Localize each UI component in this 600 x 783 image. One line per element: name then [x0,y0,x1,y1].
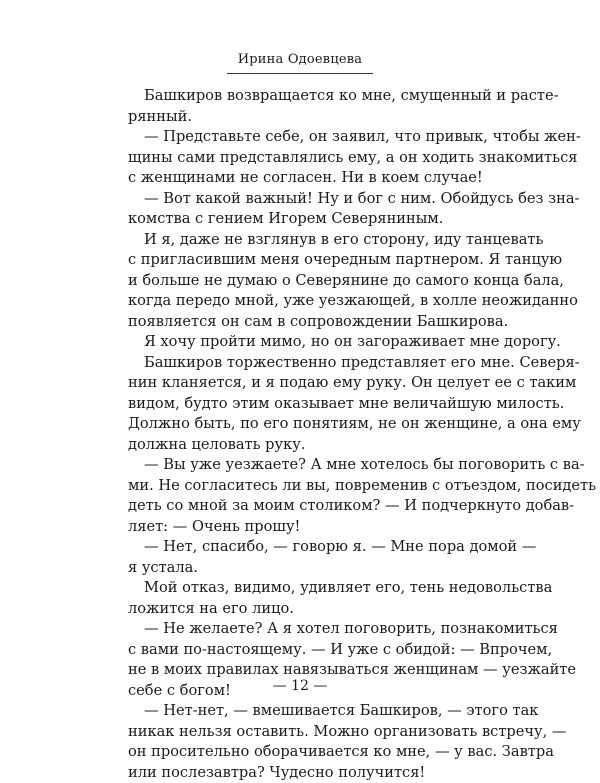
text-line: — Нет, спасибо, — говорю я. — Мне пора домой — [128,537,479,558]
text-line: он просительно оборачивается ко мне, — у вас. Завтра [128,742,479,763]
text-line: рянный. [128,107,479,128]
text-line: и больше не думаю о Северянине до самого конца бала, [128,271,479,292]
header-rule [227,73,373,74]
text-line: Башкиров торжественно представляет его мне. Северя- [128,353,479,374]
text-line: деть со мной за моим столиком? — И подчеркнуто добав- [128,496,479,517]
text-line: себе с богом! [128,681,479,702]
text-line: появляется он сам в сопровождении Башкирова. [128,312,479,333]
text-line: Мой отказ, видимо, удивляет его, тень недовольства [128,578,479,599]
text-line: я устала. [128,558,479,579]
text-line: Должно быть, по его понятиям, не он женщине, а она ему [128,414,479,435]
text-line: — Вот какой важный! Ну и бог с ним. Обойдусь без зна- [128,189,479,210]
text-line: ми. Не согласитесь ли вы, повременив с отъездом, посидеть [128,476,479,497]
text-line: с женщинами не согласен. Ни в коем случае! [128,168,479,189]
text-line: должна целовать руку. [128,435,479,456]
page-number: — 12 — [0,678,600,694]
text-line: когда передо мной, уже уезжающей, в холле неожиданно [128,291,479,312]
text-line: И я, даже не взглянув в его сторону, иду танцевать [128,230,479,251]
text-line: — Не желаете? А я хотел поговорить, познакомиться [128,619,479,640]
text-line: никак нельзя оставить. Можно организовать встречу, — [128,722,479,743]
text-line: — Вы уже уезжаете? А мне хотелось бы поговорить с ва- [128,455,479,476]
text-line: ляет: — Очень прошу! [128,517,479,538]
text-line: видом, будто этим оказывает мне величайшую милость. [128,394,479,415]
text-line: — Представьте себе, он заявил, что привык, чтобы жен- [128,127,479,148]
text-line: Башкиров возвращается ко мне, смущенный и расте- [128,86,479,107]
text-line: Я хочу пройти мимо, но он загораживает мне дорогу. [128,332,479,353]
text-line: щины сами представлялись ему, а он ходить знакомиться [128,148,479,169]
text-line: нин кланяется, и я подаю ему руку. Он целует ее с таким [128,373,479,394]
text-line: не в моих правилах навязываться женщинам — уезжайте [128,660,479,681]
text-line: с вами по-настоящему. — И уже с обидой: — Впрочем, [128,640,479,661]
text-line: или послезавтра? Чудесно получится! [128,763,479,783]
text-line: комства с гением Игорем Северяниным. [128,209,479,230]
running-header: Ирина Одоевцева [0,52,600,67]
text-line: ложится на его лицо. [128,599,479,620]
text-line: с пригласившим меня очередным партнером. Я танцую [128,250,479,271]
text-line: — Нет-нет, — вмешивается Башкиров, — этого так [128,701,479,722]
